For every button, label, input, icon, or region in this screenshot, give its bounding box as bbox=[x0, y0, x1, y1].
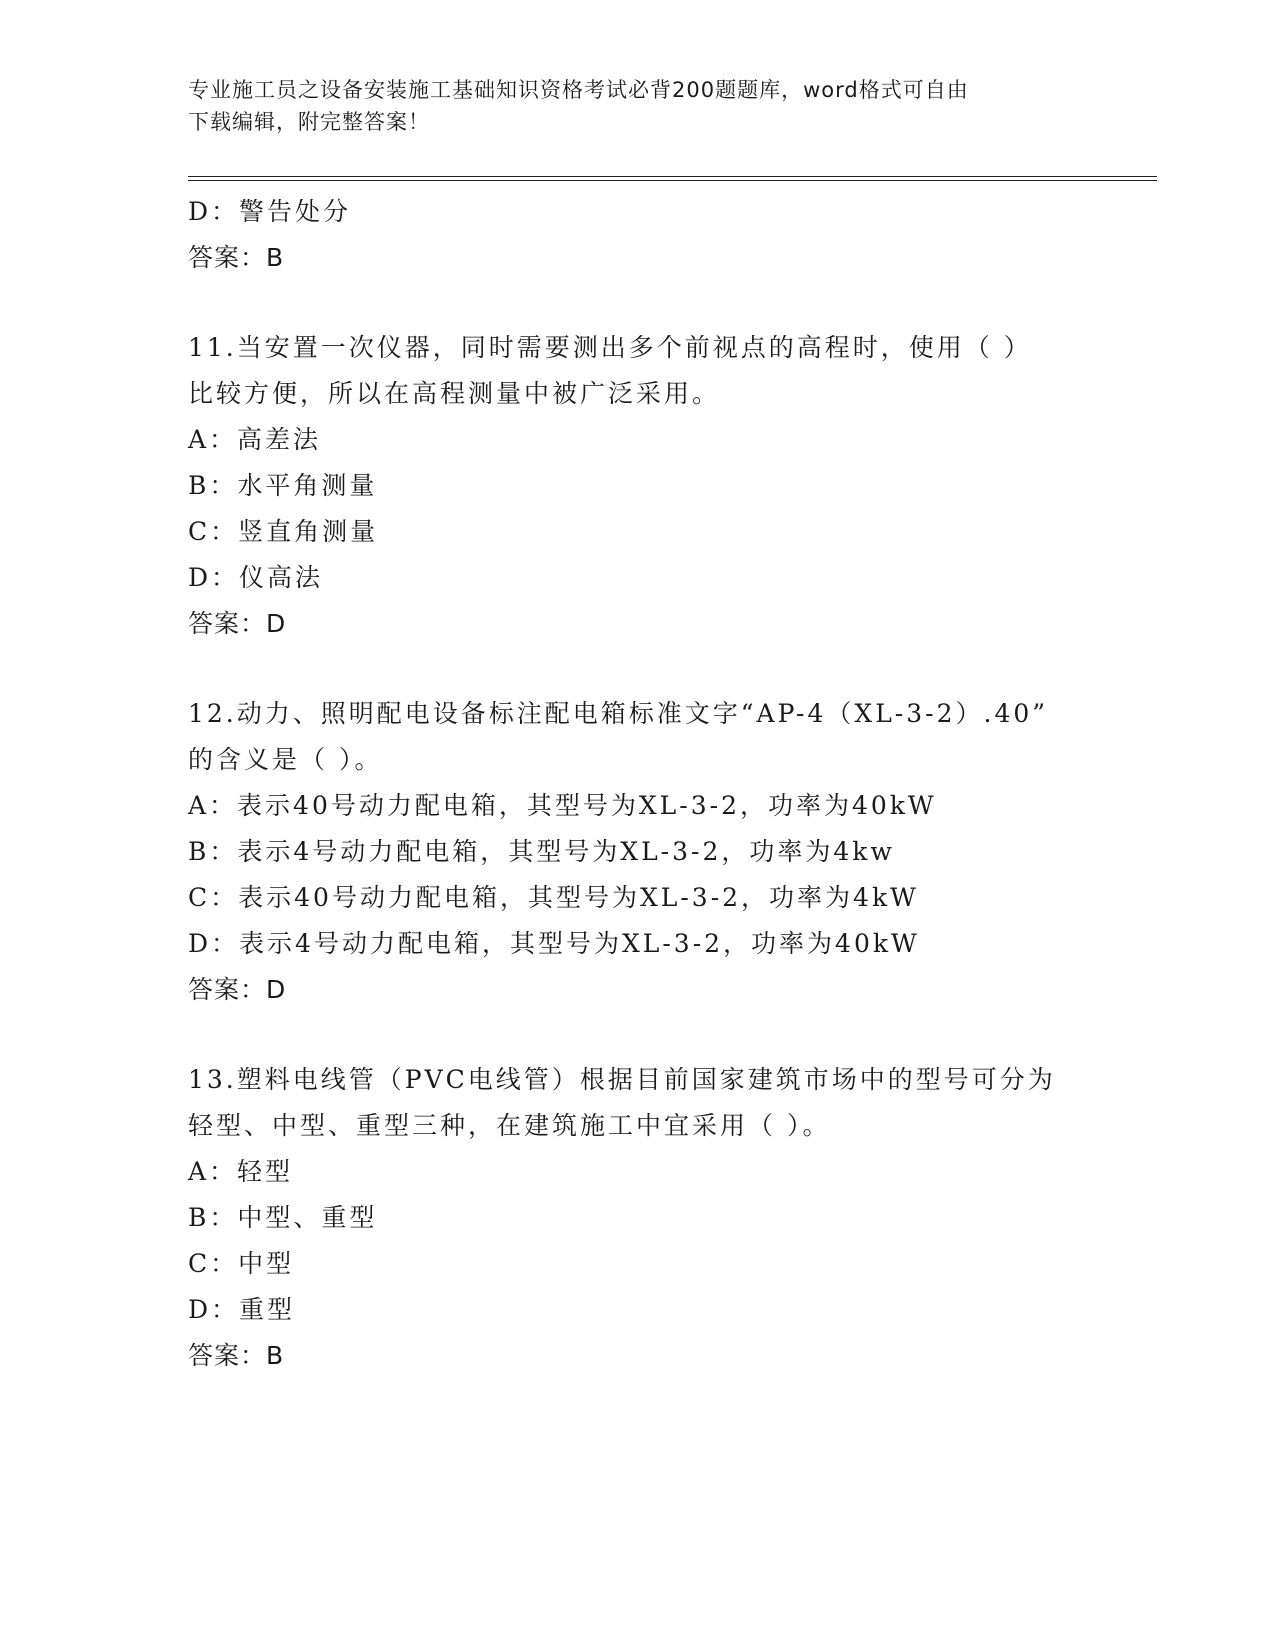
block-spacer bbox=[188, 647, 1108, 691]
answer-line: 答案：B bbox=[188, 1341, 285, 1370]
question-stem-line-1: 11.当安置一次仪器，同时需要测出多个前视点的高程时，使用（ ） bbox=[188, 333, 1032, 362]
block-spacer bbox=[188, 281, 1108, 325]
option-d: D：重型 bbox=[188, 1295, 296, 1324]
header-line-1: 专业施工员之设备安装施工基础知识资格考试必背200题题库，word格式可自由 bbox=[188, 78, 969, 102]
option-c: C：表示40号动力配电箱，其型号为XL-3-2，功率为4kW bbox=[188, 883, 919, 912]
header-line-2: 下载编辑，附完整答案！ bbox=[188, 110, 430, 134]
question-block-13 bbox=[188, 1057, 1108, 1379]
option-a: A：轻型 bbox=[188, 1157, 294, 1186]
answer-line: 答案：D bbox=[188, 975, 287, 1004]
question-stem-line-1: 13.塑料电线管（PVC电线管）根据目前国家建筑市场中的型号可分为 bbox=[188, 1065, 1056, 1094]
option-c: C：竖直角测量 bbox=[188, 517, 379, 546]
option-a: A：高差法 bbox=[188, 425, 322, 454]
header-divider-top bbox=[188, 176, 1157, 177]
question-stem-line-2: 比较方便，所以在高程测量中被广泛采用。 bbox=[188, 379, 721, 408]
option-d: D：表示4号动力配电箱，其型号为XL-3-2，功率为40kW bbox=[188, 929, 920, 958]
question-stem-line-2: 的含义是（ ）。 bbox=[188, 745, 383, 774]
question-block-12 bbox=[188, 691, 1108, 1013]
document-header bbox=[188, 74, 1068, 138]
option-a: A：表示40号动力配电箱，其型号为XL-3-2，功率为40kW bbox=[188, 791, 937, 820]
option-d: D：警告处分 bbox=[188, 197, 352, 226]
option-c: C：中型 bbox=[188, 1249, 295, 1278]
option-b: B：中型、重型 bbox=[188, 1203, 378, 1232]
question-stem-line-2: 轻型、中型、重型三种，在建筑施工中宜采用（ ）。 bbox=[188, 1111, 831, 1140]
option-b: B：表示4号动力配电箱，其型号为XL-3-2，功率为4kw bbox=[188, 837, 895, 866]
question-content bbox=[188, 189, 1108, 1379]
option-d: D：仪高法 bbox=[188, 563, 324, 592]
option-b: B：水平角测量 bbox=[188, 471, 378, 500]
block-spacer bbox=[188, 1013, 1108, 1057]
question-stem-line-1: 12.动力、照明配电设备标注配电箱标准文字“AP-4（XL-3-2）.40” bbox=[188, 699, 1049, 728]
question-block-11 bbox=[188, 325, 1108, 647]
answer-line: 答案：D bbox=[188, 609, 287, 638]
answer-line: 答案：B bbox=[188, 243, 285, 272]
header-divider-bottom bbox=[188, 180, 1157, 181]
question-block-10-tail bbox=[188, 189, 1108, 281]
